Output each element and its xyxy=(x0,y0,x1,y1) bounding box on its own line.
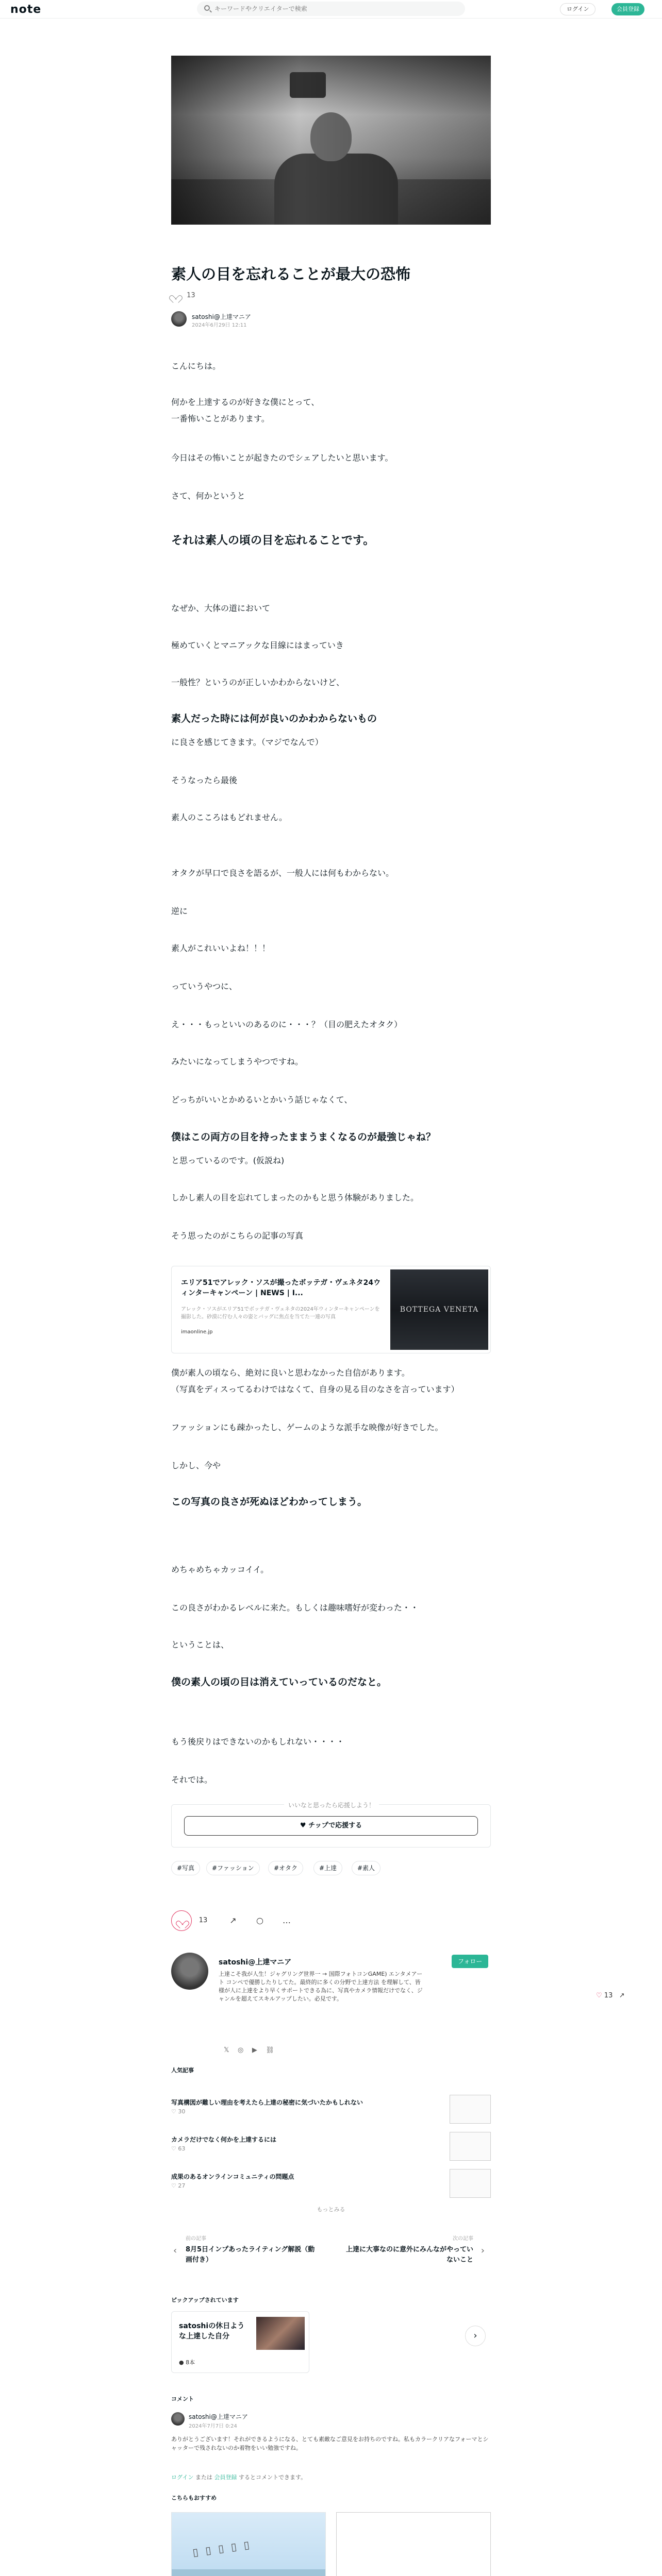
avatar[interactable] xyxy=(171,2412,185,2426)
paragraph: 一般性？というのが正しいかわからないけど、 xyxy=(171,677,345,687)
paragraph: 素人がこれいいよね！！！ xyxy=(171,943,271,953)
popular-thumbnail xyxy=(450,2132,491,2161)
search-bar[interactable] xyxy=(197,2,465,16)
paragraph: そう思ったのがこちらの記事の写真 xyxy=(171,1231,304,1241)
avatar[interactable] xyxy=(171,1953,208,1990)
tag[interactable]: #ファッション xyxy=(206,1861,260,1875)
popular-title: 成果のあるオンラインコミュニティの問題点 xyxy=(171,2173,294,2180)
article-title: 素人の目を忘れることが最大の恐怖 xyxy=(171,265,411,283)
heart-icon xyxy=(171,292,179,299)
link-thumbnail: BOTTEGA VENETA xyxy=(390,1269,488,1350)
popular-thumbnail xyxy=(450,2169,491,2198)
profile-name[interactable]: satoshi@上達マニア xyxy=(219,1958,292,1967)
paragraph: それでは。 xyxy=(171,1775,213,1785)
section-title: コメント xyxy=(171,2396,194,2402)
paragraph: 極めていくとマニアックな目線にはまっていき xyxy=(171,640,344,650)
heading: 僕はこの両方の目を持ったままうまくなるのが最強じゃね？ xyxy=(171,1131,436,1143)
recommended-thumbnail: ▯▯▯▯▯ xyxy=(171,2512,326,2576)
paragraph: と思っているのです。(仮説ね) xyxy=(171,1156,285,1165)
share-icon[interactable]: ↗ xyxy=(229,1916,237,1925)
section-title: こちらもおすすめ xyxy=(171,2495,217,2501)
comment-author[interactable]: satoshi@上達マニア xyxy=(189,2413,248,2420)
avatar[interactable] xyxy=(171,311,187,327)
more-icon[interactable]: … xyxy=(283,1916,291,1925)
paragraph: めちゃめちゃカッコイイ。 xyxy=(171,1565,269,1574)
paragraph: 素人のこころはもどれません。 xyxy=(171,812,287,822)
comment-body: ありがとうございます！それができるようになる、とても素敵なご意見をお持ちのですね。私もカラークリアなフォーマとシャッターで残されないのか着物をいい勉強ですね。 xyxy=(171,2436,489,2451)
tip-icon: ♥ xyxy=(300,1822,309,1829)
magazine-count: ● 8本 xyxy=(179,2359,195,2366)
popular-title: 写真構図が難しい理由を考えたら上達の秘密に気づいたかもしれない xyxy=(171,2099,363,2106)
heading: この写真の良さが死ぬほどわかってしまう。 xyxy=(171,1496,368,1507)
paragraph: さて、何かというと xyxy=(171,491,245,501)
login-button[interactable]: ログイン xyxy=(560,3,595,15)
paragraph: （写真をディスってるわけではなくて、自身の見る目のなさを言っています） xyxy=(171,1384,459,1394)
like-count: 13 xyxy=(187,292,195,299)
paragraph: ファッションにも疎かったし、ゲームのような派手な映像が好きでした。 xyxy=(171,1422,443,1432)
paragraph: 何かを上達するのが好きな僕にとって、 xyxy=(171,397,320,407)
tag[interactable]: #写真 xyxy=(171,1861,200,1875)
instagram-icon[interactable]: ◎ xyxy=(238,2046,244,2054)
tip-button-label: チップで応援する xyxy=(308,1822,362,1829)
x-icon[interactable]: 𝕏 xyxy=(224,2046,229,2054)
author-profile-card xyxy=(171,1953,491,2056)
list-item[interactable] xyxy=(171,2095,491,2124)
tag[interactable]: #上達 xyxy=(313,1861,342,1875)
link-preview-card[interactable] xyxy=(171,1266,491,1353)
prev-label: 前の記事 xyxy=(186,2236,206,2242)
more-link[interactable]: もっとみる xyxy=(317,2206,345,2213)
search-icon xyxy=(204,5,210,11)
popular-thumbnail xyxy=(450,2095,491,2124)
comment-icon[interactable]: ○ xyxy=(256,1916,263,1925)
tip-button[interactable] xyxy=(184,1816,478,1836)
follow-button[interactable]: フォロー xyxy=(452,1955,488,1968)
paragraph: しかし素人の目を忘れてしまったのかもと思う体験がありました。 xyxy=(171,1193,419,1202)
popular-likes: ♡ 30 xyxy=(171,2108,186,2115)
like-count: 13 xyxy=(198,1917,208,1924)
note-logo[interactable]: note xyxy=(10,3,42,16)
heading: 僕の素人の頃の目は消えていっているのだなと。 xyxy=(171,1676,387,1688)
next-label: 次の記事 xyxy=(453,2236,473,2242)
link-icon[interactable]: ⛓ xyxy=(266,2046,274,2054)
next-article-link[interactable] xyxy=(341,2234,486,2275)
recommended-card[interactable] xyxy=(171,2512,326,2576)
article-navigation xyxy=(171,2234,491,2275)
prev-title: 8月5日インプあったライティング解説（動画付き） xyxy=(186,2246,315,2264)
paragraph: え・・・もっといいのあるのに・・・？（目の肥えたオタク） xyxy=(171,1020,403,1029)
magazine-card[interactable] xyxy=(171,2311,309,2373)
signup-button[interactable]: 会員登録 xyxy=(611,3,644,15)
heading: 素人だった時には何が良いのかわからないもの xyxy=(171,713,377,724)
paragraph: この良さがわかるレベルに来た。もしくは趣味嗜好が変わった・・ xyxy=(171,1603,419,1613)
floating-like-count: 13 xyxy=(604,1992,613,1999)
paragraph: 一番怖いことがあります。 xyxy=(171,414,270,423)
recommended-thumbnail xyxy=(336,2512,491,2576)
profile-description: 上達こそ我が人生！ジャグリング世界一 → 国際フォトコンGAME) エンタメアート コンペで優勝したりしてた。最終的に多くの分野で上達方法 を理解して、皆様が人に上達をより早くサポートできる為に、写真やカメラ情報だけでなく、ジャンルを超えてスキルアップしたい。必見です。 xyxy=(219,1971,423,2002)
youtube-icon[interactable]: ▶ xyxy=(252,2046,257,2054)
list-item[interactable] xyxy=(171,2169,491,2198)
paragraph: そうなったら最後 xyxy=(171,775,238,785)
support-caption: いいなと思ったら応援しよう！ xyxy=(284,1802,379,1809)
publish-date: 2024年6月29日 12:11 xyxy=(192,323,247,328)
like-button[interactable] xyxy=(171,1910,192,1931)
like-count-row[interactable] xyxy=(171,292,195,302)
profile-social-links xyxy=(224,2046,274,2054)
signup-link[interactable]: 会員登録 xyxy=(214,2474,237,2481)
paragraph: っていうやつに、 xyxy=(171,981,238,991)
section-title: ピックアップされています xyxy=(171,2297,239,2303)
popular-likes: ♡ 27 xyxy=(171,2182,186,2189)
tag[interactable]: #オタク xyxy=(268,1861,303,1875)
link-title: エリア51でアレック・ソスが撮ったボッテガ・ヴェネタ24ウィンターキャンペーン | NEWS | I... xyxy=(181,1279,381,1297)
floating-like[interactable] xyxy=(596,1992,625,1999)
paragraph: 今日はその怖いことが起きたのでシェアしたいと思います。 xyxy=(171,453,393,463)
site-header xyxy=(0,0,662,19)
chevron-right-icon: › xyxy=(481,2245,485,2256)
paragraph: 逆に xyxy=(171,906,188,916)
support-box xyxy=(171,1804,491,1848)
heart-icon: ♡ xyxy=(596,1992,602,1999)
paragraph: こんにちは。 xyxy=(171,361,221,371)
paragraph: みたいになってしまうやつですね。 xyxy=(171,1057,304,1066)
magazine-title: satoshiの休日ような上達した自分 xyxy=(179,2322,245,2341)
tag[interactable]: #素人 xyxy=(352,1861,380,1875)
popular-likes: ♡ 63 xyxy=(171,2145,186,2152)
paragraph: しかし、今や xyxy=(171,1461,221,1470)
paragraph: もう後戻りはできないのかもしれない・・・・ xyxy=(171,1737,345,1747)
heart-icon xyxy=(178,1918,186,1925)
share-icon[interactable]: ↗ xyxy=(619,1992,625,1999)
popular-title: カメラだけでなく何かを上達するには xyxy=(171,2136,277,2143)
link-description: アレック・ソスがエリア51でボッテガ・ヴェネタの2024年ウィンターキャンペーンを撮影した。砂漠に佇む人々の姿とバッグに焦点を当てた一連の写真 xyxy=(181,1307,380,1320)
recommended-card[interactable] xyxy=(336,2512,491,2576)
paragraph: ということは、 xyxy=(171,1640,229,1650)
chevron-left-icon: ‹ xyxy=(173,2245,177,2256)
author-name[interactable]: satoshi@上達マニア xyxy=(192,313,251,320)
prev-article-link[interactable] xyxy=(171,2234,316,2275)
paragraph: どっちがいいとかめるいとかいう話じゃなくて、 xyxy=(171,1095,353,1105)
search-input[interactable] xyxy=(214,2,457,16)
article-hero-image xyxy=(171,56,491,225)
paragraph: 僕が素人の頃なら、絶対に良いと思わなかった自信があります。 xyxy=(171,1368,410,1378)
paragraph: なぜか、大体の道において xyxy=(171,603,271,613)
paragraph: オタクが早口で良さを語るが、一般人には何もわからない。 xyxy=(171,868,394,878)
login-link[interactable]: ログイン xyxy=(171,2474,194,2481)
picked-up-section xyxy=(171,2296,491,2388)
magazine-thumbnail xyxy=(256,2317,305,2350)
heading: それは素人の頃の目を忘れることです。 xyxy=(171,534,375,547)
comment-date: 2024年7月7日 0:24 xyxy=(189,2424,237,2429)
section-title: 人気記事 xyxy=(171,2067,194,2074)
next-title: 上達に大事なのに意外にみんながやっていないこと xyxy=(345,2246,473,2264)
chevron-right-icon[interactable]: › xyxy=(465,2326,486,2346)
paragraph: に良さを感じてきます。（マジでなんで） xyxy=(171,737,323,747)
link-url: imaonline.jp xyxy=(181,1329,213,1335)
list-item[interactable] xyxy=(171,2132,491,2161)
comment-login-hint: ログイン または 会員登録 するとコメントできます。 xyxy=(171,2474,307,2481)
